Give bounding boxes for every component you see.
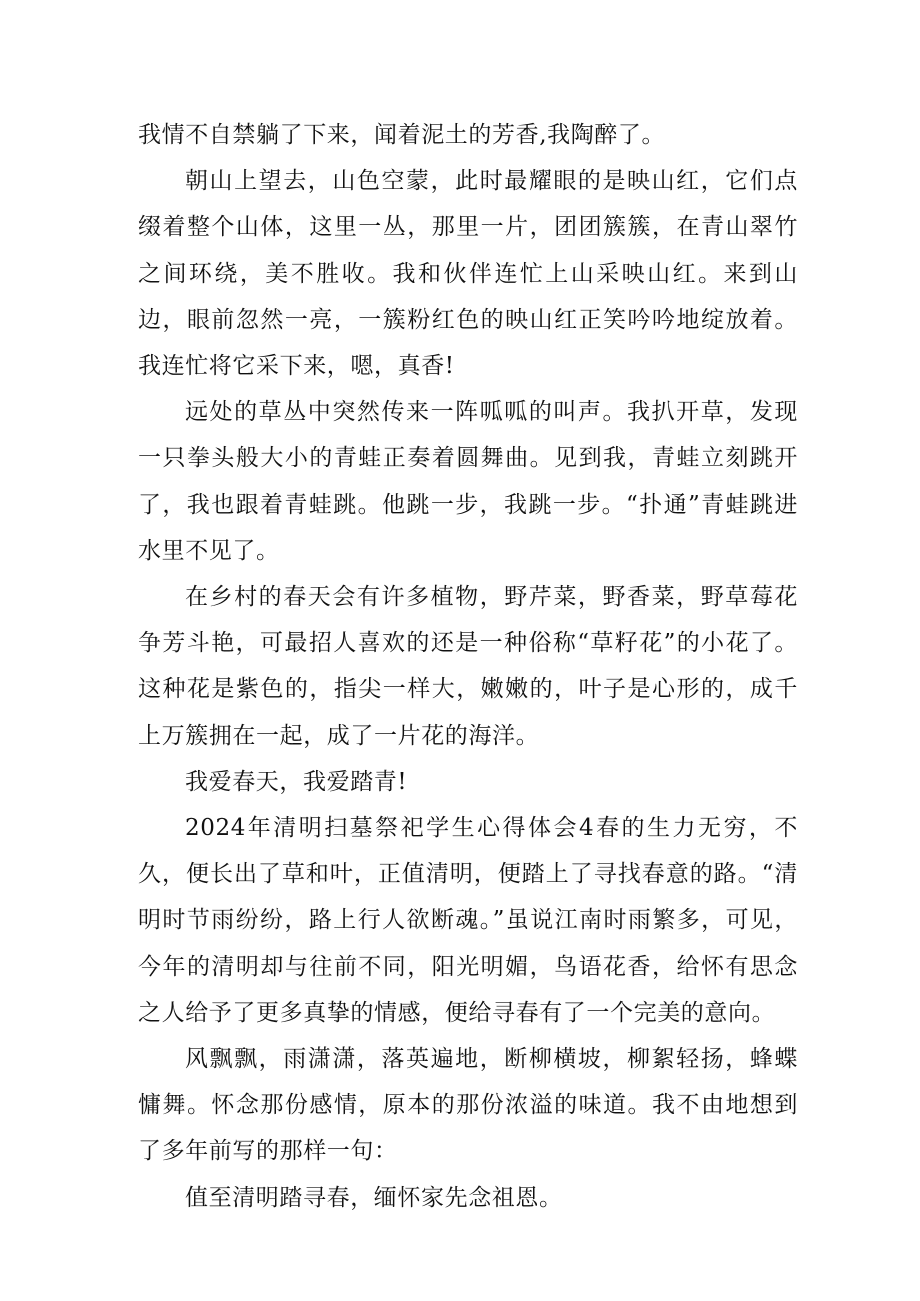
paragraph-8: 值至清明踏寻春，缅怀家先念祖恩。: [185, 1184, 563, 1211]
paragraph-1: 我情不自禁躺了下来，闻着泥土的芳香,我陶醉了。: [138, 122, 666, 148]
paragraph-2: 朝山上望去，山色空蒙，此时最耀眼的是映山红，它们点缀着整个山体，这里一丛，那里一片，团团簇簇，在青山翠竹之间环绕，美不胜收。我和伙伴连忙上山采映山红。来到山边，眼前忽然一亮，一簇粉红色的映山红正笑吟吟地绽放着。我连忙将它采下来，嗯，真香!: [138, 168, 798, 380]
document-body: [138, 112, 798, 1221]
paragraph-5: 我爱春天，我爱踏青!: [185, 768, 408, 795]
paragraph-6: 2024年清明扫墓祭祀学生心得体会4春的生力无穷，不久，便长出了草和叶，正值清明，便踏上了寻找春意的路。“清明时节雨纷纷，路上行人欲断魂。”虽说江南时雨繁多，可见，今年的清明却与往前不同，阳光明媚，鸟语花香，给怀有思念之人给予了更多真挚的情感，便给寻春有了一个完美的意向。: [138, 815, 798, 1026]
paragraph-3: 远处的草丛中突然传来一阵呱呱的叫声。我扒开草，发现一只拳头般大小的青蛙正奏着圆舞曲。见到我，青蛙立刻跳开了，我也跟着青蛙跳。他跳一步，我跳一步。“扑通”青蛙跳进水里不见了。: [138, 399, 798, 564]
paragraph-4: 在乡村的春天会有许多植物，野芹菜，野香菜，野草莓花争芳斗艳，可最招人喜欢的还是一种俗称“草籽花”的小花了。这种花是紫色的，指尖一样大，嫩嫩的，叶子是心形的，成千上万簇拥在一起，成了一片花的海洋。: [138, 584, 798, 749]
paragraph-7: 风飘飘，雨潇潇，落英遍地，断柳横坡，柳絮轻扬，蜂蝶慵舞。怀念那份感情，原本的那份浓溢的味道。我不由地想到了多年前写的那样一句：: [138, 1046, 798, 1165]
